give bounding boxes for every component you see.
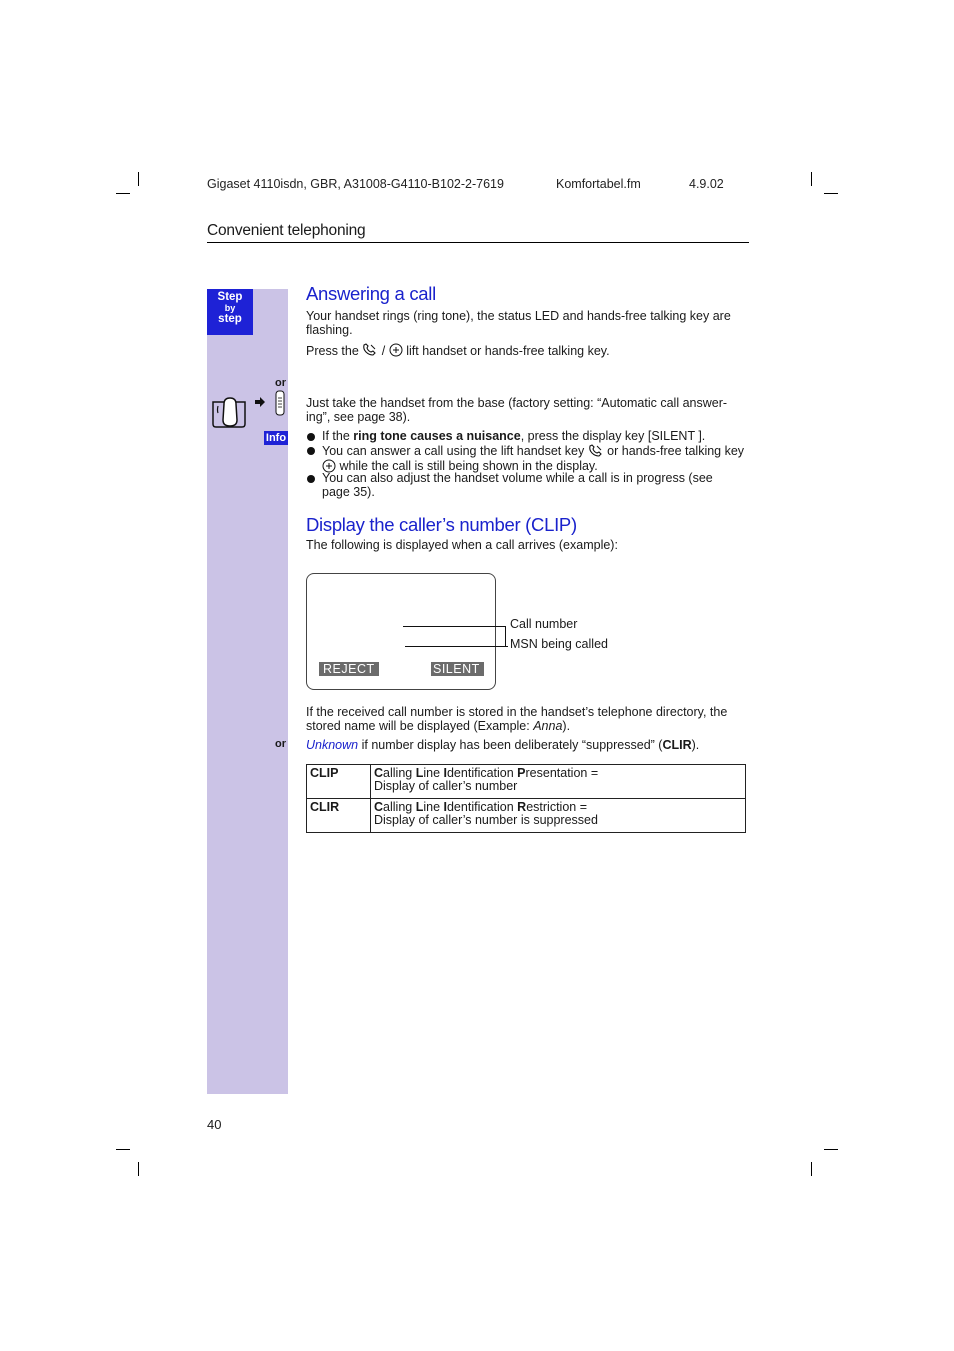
text-run-bold: I: [443, 800, 447, 814]
text-run: or hands-free talking key: [607, 444, 745, 458]
text-run: estriction =: [526, 800, 587, 814]
crop-mark: [811, 1162, 812, 1176]
text-line: flashing.: [306, 322, 353, 337]
table-description: [371, 765, 746, 799]
hands-free-key-icon: [389, 343, 403, 357]
text-run: ).: [562, 718, 571, 733]
text-line: Display of caller’s number: [374, 779, 518, 793]
step-label: Step: [217, 291, 243, 303]
callout-call-number: Call number: [510, 617, 578, 631]
crop-mark: [824, 193, 838, 194]
text-run: while the call is still being shown in the display.: [339, 458, 598, 473]
page-number: 40: [207, 1117, 222, 1132]
crop-mark: [824, 1149, 838, 1150]
text-run: resentation =: [525, 766, 599, 780]
bullet-icon: [307, 475, 315, 483]
text-run-bold: R: [517, 800, 527, 814]
header-file: Komfortabel.fm: [556, 177, 641, 191]
text-run-bold: I: [443, 766, 447, 780]
bullet-icon: [307, 433, 315, 441]
text-run: ).: [691, 738, 700, 752]
table-key: CLIR: [307, 799, 371, 833]
bullet-3: [322, 472, 713, 499]
press-separator: /: [381, 344, 386, 358]
text-run-bold: ring tone causes a nuisance: [353, 429, 521, 443]
clip-clir-table: [306, 764, 746, 833]
text-run-bold: CLIR: [662, 738, 692, 752]
text-line: Just take the handset from the base (factory setting: “Automatic call answer-: [306, 396, 728, 410]
lift-handset-key-icon: [588, 444, 604, 458]
press-instruction: [306, 343, 610, 359]
crop-mark: [116, 193, 130, 194]
answering-para-2: [306, 397, 727, 424]
text-run: ine: [423, 766, 444, 780]
crop-mark: [138, 1162, 139, 1176]
text-run: dentification: [446, 766, 518, 780]
text-run: stored name will be displayed (Example:: [306, 718, 534, 733]
or-label: or: [275, 377, 286, 389]
step-label-2: step: [218, 313, 242, 325]
text-line: You can also adjust the handset volume while a call is in progress (see: [322, 471, 713, 485]
by-label: by: [224, 303, 236, 313]
callout-line: [505, 626, 506, 646]
text-run: alling: [383, 766, 416, 780]
section-title: Convenient telephoning: [207, 222, 366, 239]
step-by-step-badge: [207, 289, 253, 335]
text-run: alling: [383, 800, 416, 814]
crop-mark: [138, 172, 139, 186]
table-key: CLIP: [307, 765, 371, 799]
info-badge: Info: [265, 432, 287, 444]
softkey-reject: REJECT: [319, 662, 379, 676]
text-run: dentification: [446, 800, 518, 814]
text-run-bold: C: [374, 800, 384, 814]
arrow-icon: [254, 396, 266, 408]
clip-para: [306, 706, 727, 733]
table-description: [371, 799, 746, 833]
table-row: [307, 799, 746, 833]
text-run-bold: L: [415, 800, 424, 814]
callout-msn: MSN being called: [510, 637, 608, 651]
text-line: If the received call number is stored in the handset’s telephone directory, the: [306, 705, 728, 719]
unknown-line: [306, 739, 699, 753]
handset-in-base-icon: [210, 396, 250, 430]
header-rule: [207, 242, 749, 243]
table-row: [307, 765, 746, 799]
answering-heading: Answering a call: [306, 283, 436, 304]
handset-icon: [275, 390, 285, 416]
clip-intro: The following is displayed when a call arrives (example):: [306, 538, 618, 552]
text-run-bold: P: [517, 766, 526, 780]
crop-mark: [811, 172, 812, 186]
text-run: if number display has been deliberately “suppressed” (: [358, 738, 663, 752]
lift-handset-key-icon: [362, 343, 378, 357]
text-run-bold: L: [415, 766, 424, 780]
text-run-italic: Anna: [533, 718, 563, 733]
text-run-bold: C: [374, 766, 384, 780]
header-date: 4.9.02: [689, 177, 724, 191]
text-run: You can answer a call using the lift handset key: [322, 444, 585, 458]
bullet-icon: [307, 447, 315, 455]
clip-heading: Display the caller’s number (CLIP): [306, 514, 577, 535]
softkey-silent: SILENT: [431, 662, 484, 676]
text-line: Display of caller’s number is suppressed: [374, 813, 598, 827]
text-run: If the: [322, 429, 354, 443]
header-doc-id: Gigaset 4110isdn, GBR, A31008-G4110-B102-2-7619: [207, 177, 504, 191]
bullet-2: [322, 444, 744, 473]
text-run-italic: Unknown: [306, 738, 359, 752]
text-line: page 35).: [322, 484, 375, 499]
text-run: , press the display key [SILENT ].: [520, 429, 706, 443]
text-line: ing”, see page 38).: [306, 409, 411, 424]
or-label: or: [275, 738, 286, 750]
press-prefix: Press the: [306, 344, 359, 358]
callout-line: [403, 626, 506, 627]
press-suffix: lift handset or hands-free talking key.: [406, 344, 610, 358]
bullet-1: [322, 430, 705, 444]
answering-para-1: [306, 310, 731, 337]
text-line: Your handset rings (ring tone), the status LED and hands-free talking key are: [306, 309, 731, 323]
text-run: ine: [423, 800, 444, 814]
crop-mark: [116, 1149, 130, 1150]
callout-line: [405, 646, 508, 647]
